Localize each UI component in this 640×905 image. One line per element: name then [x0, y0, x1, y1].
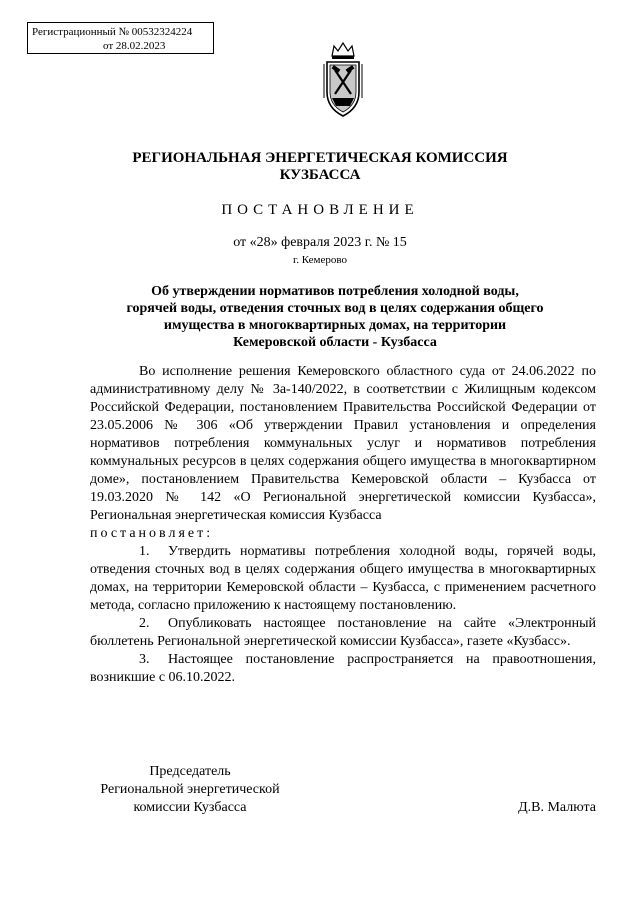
item-number: 3.	[139, 652, 150, 667]
item-number: 1.	[139, 544, 150, 559]
signatory-title-line1: Председатель	[149, 764, 231, 779]
organization-name-line1: РЕГИОНАЛЬНАЯ ЭНЕРГЕТИЧЕСКАЯ КОМИССИЯ	[132, 150, 508, 166]
list-item	[90, 615, 596, 651]
item-number: 2.	[139, 616, 150, 631]
resolves-word: постановляет:	[90, 526, 214, 541]
document-city: г. Кемерово	[292, 254, 348, 266]
organization-name	[0, 150, 640, 184]
document-subject: Об утверждении нормативов потребления холодной воды, горячей воды, отведения сточных вод в целях содержания общего имущества в многоквартирных домах, на территории Кемеровской области - Кузбасса	[126, 284, 544, 350]
document-date-number: от «28» февраля 2023 г. № 15	[233, 235, 407, 250]
signatory-name: Д.В. Малюта	[518, 800, 596, 815]
item-text: Опубликовать настоящее постановление на сайте «Электронный бюллетень Региональной энергетической комиссии Кузбасса», газете «Кузбасс».	[90, 616, 596, 649]
organization-name-line2: КУЗБАССА	[279, 167, 361, 183]
intro-paragraph: Во исполнение решения Кемеровского областного суда от 24.06.2022 по административному делу № 3а-140/2022, в соответствии с Жилищным кодексом Российской Федерации, постановлением Правительства Российской Федерации от 23.05.2006 № 306 «Об утверждении Правил установления и определения нормативов потребления коммунальных услуг и нормативов потребления коммунальных ресурсов в целях содержания общего имущества в многоквартирном доме», постановлением Правительства Кемеровской области – Кузбасса от 19.03.2020 № 142 «О Региональной энергетической комиссии Кузбасса», Региональная энергетическая комиссия Кузбасса	[90, 364, 596, 523]
registration-number: Регистрационный № 00532324224	[32, 26, 193, 38]
list-item	[90, 651, 596, 687]
document-type: ПОСТАНОВЛЕНИЕ	[221, 202, 419, 218]
item-text: Утвердить нормативы потребления холодной воды, горячей воды, отведения сточных вод в целях содержания общего имущества в многоквартирных домах, на территории Кемеровской области – Кузбасса, с применением расчетного метода, согласно приложению к настоящему постановлению.	[90, 544, 596, 613]
document-body	[90, 363, 596, 687]
kuzbass-coat-of-arms-icon	[320, 42, 366, 120]
list-item	[90, 543, 596, 615]
item-text: Настоящее постановление распространяется на правоотношения, возникшие с 06.10.2022.	[90, 652, 596, 685]
signatory-title-line2: Региональной энергетической	[100, 782, 280, 797]
registration-stamp	[27, 22, 214, 54]
signatory-title-line3: комиссии Кузбасса	[133, 800, 247, 815]
signatory-title	[90, 763, 290, 817]
registration-date: от 28.02.2023	[103, 40, 166, 52]
